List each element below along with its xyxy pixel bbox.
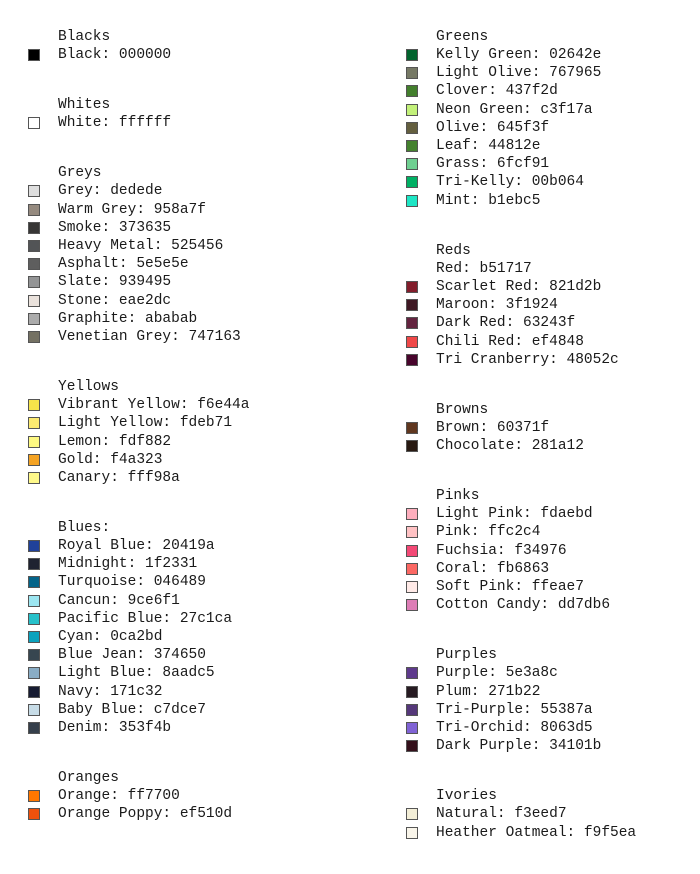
color-item-asphalt	[28, 255, 358, 273]
color-group-ivories	[406, 787, 696, 841]
color-item-chili-red	[406, 332, 696, 350]
color-item-pacific-blue	[28, 610, 358, 628]
group-title: Purples	[436, 647, 497, 664]
color-swatch	[28, 295, 40, 307]
color-item-neon-green	[406, 101, 696, 119]
color-label: Brown: 60371f	[436, 419, 550, 436]
color-swatch	[28, 558, 40, 570]
color-swatch	[28, 454, 40, 466]
color-item-mint	[406, 192, 696, 210]
color-swatch	[28, 399, 40, 411]
color-label: Blue Jean: 374650	[58, 647, 206, 664]
color-swatch	[406, 49, 418, 61]
color-label: Chili Red: ef4848	[436, 333, 584, 350]
group-title: Whites	[58, 97, 111, 114]
color-item-cyan	[28, 628, 358, 646]
color-item-coral	[406, 560, 696, 578]
color-label: Black: 000000	[58, 47, 172, 64]
color-label: Clover: 437f2d	[436, 83, 558, 100]
color-swatch	[28, 790, 40, 802]
color-swatch	[406, 686, 418, 698]
color-swatch	[28, 331, 40, 343]
color-item-dark-purple	[406, 737, 696, 755]
color-item-soft-pink	[406, 578, 696, 596]
color-swatch	[28, 117, 40, 129]
color-label: Olive: 645f3f	[436, 119, 550, 136]
color-item-natural	[406, 805, 696, 823]
color-swatch	[28, 204, 40, 216]
color-swatch	[406, 422, 418, 434]
color-swatch	[406, 336, 418, 348]
color-swatch	[28, 595, 40, 607]
color-swatch	[406, 827, 418, 839]
color-item-pink	[406, 523, 696, 541]
color-swatch	[406, 667, 418, 679]
group-title: Yellows	[58, 379, 119, 396]
color-group-blacks	[28, 28, 358, 64]
group-title: Blacks	[58, 29, 111, 45]
color-item-slate	[28, 273, 358, 291]
color-item-orange	[28, 787, 358, 805]
color-swatch	[406, 704, 418, 716]
color-swatch	[406, 176, 418, 188]
color-item-cotton-candy	[406, 596, 696, 614]
color-item-kelly-green	[406, 46, 696, 64]
color-label: Tri-Orchid: 8063d5	[436, 719, 593, 736]
color-label: Royal Blue: 20419a	[58, 538, 215, 555]
color-label: Midnight: 1f2331	[58, 556, 198, 573]
color-item-scarlet-red	[406, 278, 696, 296]
color-label: Grass: 6fcf91	[436, 156, 550, 173]
color-label: Plum: 271b22	[436, 683, 541, 700]
color-swatch	[28, 49, 40, 61]
color-swatch	[28, 276, 40, 288]
color-item-smoke	[28, 219, 358, 237]
color-item-maroon	[406, 296, 696, 314]
color-swatch	[28, 240, 40, 252]
color-swatch	[28, 649, 40, 661]
color-label: Maroon: 3f1924	[436, 297, 558, 314]
color-swatch	[28, 704, 40, 716]
color-item-turquoise	[28, 573, 358, 591]
group-title: Pinks	[436, 488, 480, 505]
color-label: Gold: f4a323	[58, 451, 163, 468]
color-swatch	[406, 104, 418, 116]
color-group-purples	[406, 646, 696, 755]
group-title: Reds	[436, 242, 471, 259]
color-swatch	[406, 508, 418, 520]
color-swatch	[28, 258, 40, 270]
color-label: Heather Oatmeal: f9f5ea	[436, 824, 637, 841]
color-item-chocolate	[406, 437, 696, 455]
color-item-graphite	[28, 310, 358, 328]
color-swatch	[28, 540, 40, 552]
color-label: Warm Grey: 958a7f	[58, 201, 206, 218]
color-label: Denim: 353f4b	[58, 719, 172, 736]
color-swatch	[28, 185, 40, 197]
color-swatch	[28, 472, 40, 484]
color-item-light-pink	[406, 505, 696, 523]
color-group-greys	[28, 164, 358, 346]
color-swatch	[406, 299, 418, 311]
color-item-tri-purple	[406, 701, 696, 719]
color-group-blues	[28, 519, 358, 737]
color-label: Mint: b1ebc5	[436, 192, 541, 209]
color-item-tri-kelly	[406, 173, 696, 191]
color-label: Tri Cranberry: 48052c	[436, 351, 619, 368]
color-item-lemon	[28, 432, 358, 450]
color-label: Soft Pink: ffeae7	[436, 579, 584, 596]
left-column	[28, 28, 358, 855]
color-label: Pacific Blue: 27c1ca	[58, 610, 233, 627]
color-item-midnight	[28, 555, 358, 573]
color-item-blue-jean	[28, 646, 358, 664]
color-label: Tri-Kelly: 00b064	[436, 174, 584, 191]
color-item-grey	[28, 182, 358, 200]
color-item-canary	[28, 469, 358, 487]
color-swatch	[406, 85, 418, 97]
color-item-gold	[28, 451, 358, 469]
color-swatch	[406, 526, 418, 538]
color-label: Cyan: 0ca2bd	[58, 629, 163, 646]
color-swatch	[406, 122, 418, 134]
color-label: Kelly Green: 02642e	[436, 47, 602, 64]
group-title: Blues:	[58, 520, 111, 536]
color-label: Cancun: 9ce6f1	[58, 592, 180, 609]
color-item-denim	[28, 719, 358, 737]
color-item-olive	[406, 119, 696, 137]
group-title: Greens	[436, 29, 489, 45]
color-swatch	[406, 599, 418, 611]
color-swatch	[28, 417, 40, 429]
color-swatch	[406, 67, 418, 79]
color-label: Lemon: fdf882	[58, 433, 172, 450]
color-swatch	[28, 436, 40, 448]
color-swatch	[406, 563, 418, 575]
color-label: Canary: fff98a	[58, 469, 180, 486]
color-swatch	[28, 313, 40, 325]
color-item-light-olive	[406, 64, 696, 82]
color-group-yellows	[28, 378, 358, 487]
color-group-whites	[28, 96, 358, 132]
color-item-clover	[406, 82, 696, 100]
color-swatch	[406, 158, 418, 170]
color-label: Heavy Metal: 525456	[58, 238, 224, 255]
group-title: Greys	[58, 165, 102, 182]
color-swatch	[406, 740, 418, 752]
color-label: Baby Blue: c7dce7	[58, 701, 206, 718]
color-swatch	[406, 195, 418, 207]
color-label: Cotton Candy: dd7db6	[436, 597, 611, 614]
color-swatch	[406, 581, 418, 593]
color-swatch	[406, 545, 418, 557]
color-group-pinks	[406, 487, 696, 614]
color-item-red	[406, 260, 696, 278]
color-swatch	[406, 354, 418, 366]
color-item-warm-grey	[28, 201, 358, 219]
color-item-stone	[28, 292, 358, 310]
color-group-oranges	[28, 769, 358, 823]
color-item-white	[28, 114, 358, 132]
color-label: Dark Red: 63243f	[436, 315, 576, 332]
color-item-vibrant-yellow	[28, 396, 358, 414]
color-label: Neon Green: c3f17a	[436, 101, 593, 118]
color-swatch	[406, 440, 418, 452]
color-item-dark-red	[406, 314, 696, 332]
color-label: Asphalt: 5e5e5e	[58, 256, 189, 273]
color-label: Light Yellow: fdeb71	[58, 415, 233, 432]
color-label: Light Pink: fdaebd	[436, 506, 593, 523]
color-swatch	[406, 722, 418, 734]
color-item-black	[28, 46, 358, 64]
group-title: Ivories	[436, 788, 497, 805]
color-item-purple	[406, 664, 696, 682]
color-item-tri-cranberry	[406, 351, 696, 369]
color-swatch	[406, 317, 418, 329]
color-item-fuchsia	[406, 542, 696, 560]
color-item-navy	[28, 683, 358, 701]
color-swatch	[28, 667, 40, 679]
color-label: Grey: dedede	[58, 183, 163, 200]
color-label: Pink: ffc2c4	[436, 524, 541, 541]
right-column	[406, 28, 696, 874]
color-label: Vibrant Yellow: f6e44a	[58, 397, 250, 414]
color-label: Slate: 939495	[58, 274, 172, 291]
color-label: Orange: ff7700	[58, 788, 180, 805]
color-swatch	[28, 631, 40, 643]
color-item-brown	[406, 419, 696, 437]
color-item-cancun	[28, 592, 358, 610]
color-swatch	[406, 281, 418, 293]
color-label: Chocolate: 281a12	[436, 438, 584, 455]
color-label: Light Blue: 8aadc5	[58, 665, 215, 682]
color-swatch	[28, 722, 40, 734]
color-item-grass	[406, 155, 696, 173]
color-group-greens	[406, 28, 696, 210]
color-item-light-yellow	[28, 414, 358, 432]
color-label: White: ffffff	[58, 115, 172, 132]
color-label: Purple: 5e3a8c	[436, 665, 558, 682]
color-item-tri-orchid	[406, 719, 696, 737]
color-item-orange-poppy	[28, 805, 358, 823]
color-item-baby-blue	[28, 701, 358, 719]
color-label: Fuchsia: f34976	[436, 542, 567, 559]
color-swatch	[28, 576, 40, 588]
color-label: Light Olive: 767965	[436, 65, 602, 82]
color-item-plum	[406, 683, 696, 701]
color-group-browns	[406, 401, 696, 455]
color-item-venetian-grey	[28, 328, 358, 346]
color-label: Dark Purple: 34101b	[436, 738, 602, 755]
color-label: Coral: fb6863	[436, 560, 550, 577]
color-label: Red: b51717	[436, 260, 532, 277]
group-title: Oranges	[58, 770, 119, 787]
color-label: Scarlet Red: 821d2b	[436, 278, 602, 295]
color-item-heavy-metal	[28, 237, 358, 255]
color-label: Graphite: ababab	[58, 310, 198, 327]
color-item-leaf	[406, 137, 696, 155]
color-label: Orange Poppy: ef510d	[58, 806, 233, 823]
color-item-heather-oatmeal	[406, 823, 696, 841]
color-label: Navy: 171c32	[58, 683, 163, 700]
color-swatch	[28, 222, 40, 234]
color-swatch	[28, 686, 40, 698]
color-label: Smoke: 373635	[58, 219, 172, 236]
color-item-light-blue	[28, 664, 358, 682]
color-item-royal-blue	[28, 537, 358, 555]
color-label: Venetian Grey: 747163	[58, 328, 241, 345]
color-group-reds	[406, 242, 696, 369]
color-swatch	[406, 140, 418, 152]
color-label: Natural: f3eed7	[436, 806, 567, 823]
color-label: Stone: eae2dc	[58, 292, 172, 309]
color-label: Tri-Purple: 55387a	[436, 701, 593, 718]
group-title: Browns	[436, 401, 489, 418]
color-swatch	[28, 613, 40, 625]
color-label: Turquoise: 046489	[58, 574, 206, 591]
color-label: Leaf: 44812e	[436, 138, 541, 155]
